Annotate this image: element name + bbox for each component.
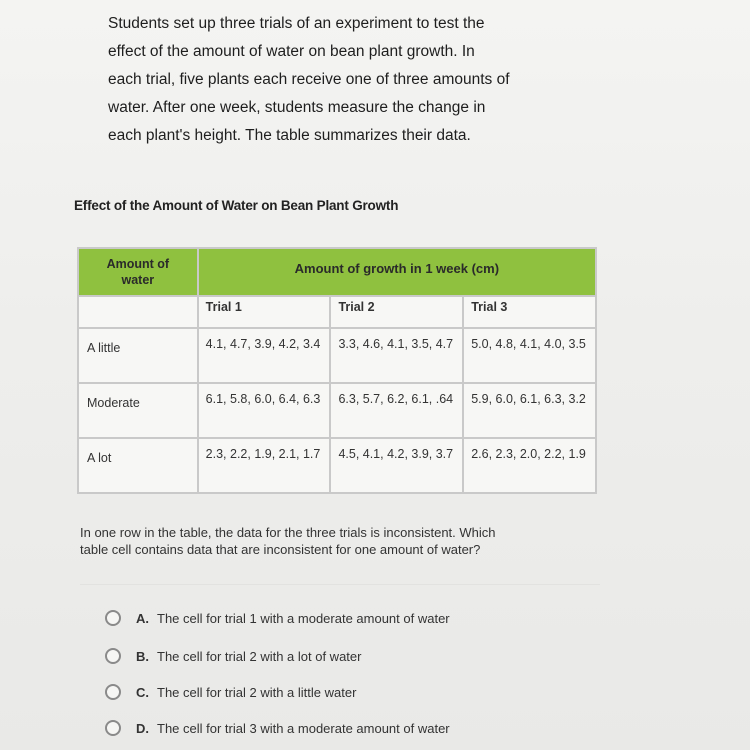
question-text	[80, 524, 580, 558]
table-cell: 4.1, 4.7, 3.9, 4.2, 3.4	[198, 328, 331, 383]
intro-line: each plant's height. The table summarizes their data.	[108, 127, 471, 144]
row-label: Moderate	[78, 383, 198, 438]
intro-paragraph	[108, 10, 578, 150]
table-cell: 6.1, 5.8, 6.0, 6.4, 6.3	[198, 383, 331, 438]
choice-text: The cell for trial 2 with a lot of water	[157, 648, 362, 664]
radio-button-icon[interactable]	[105, 610, 121, 626]
choice-letter: B.	[136, 648, 149, 664]
choice-letter: D.	[136, 720, 149, 736]
table-cell: 2.6, 2.3, 2.0, 2.2, 1.9	[463, 438, 596, 493]
table-cell: 5.9, 6.0, 6.1, 6.3, 3.2	[463, 383, 596, 438]
table-row	[78, 383, 596, 438]
radio-button-icon[interactable]	[105, 720, 121, 736]
choice-letter: A.	[136, 610, 149, 626]
table-row	[78, 328, 596, 383]
question-line: In one row in the table, the data for the three trials is inconsistent. Which	[80, 525, 496, 540]
radio-button-icon[interactable]	[105, 648, 121, 664]
growth-table	[77, 247, 597, 494]
divider	[80, 584, 600, 585]
header-trial-1: Trial 1	[198, 296, 331, 328]
intro-line: Students set up three trials of an experiment to test the	[108, 15, 485, 32]
header-amount-of-growth: Amount of growth in 1 week (cm)	[198, 248, 596, 296]
table-cell: 2.3, 2.2, 1.9, 2.1, 1.7	[198, 438, 331, 493]
choice-text: The cell for trial 2 with a little water	[157, 684, 357, 700]
table-cell: 4.5, 4.1, 4.2, 3.9, 3.7	[330, 438, 463, 493]
radio-button-icon[interactable]	[105, 684, 121, 700]
choice-text: The cell for trial 3 with a moderate amount of water	[157, 720, 450, 736]
row-label: A lot	[78, 438, 198, 493]
intro-line: effect of the amount of water on bean plant growth. In	[108, 43, 475, 60]
choice-c[interactable]	[105, 682, 356, 702]
row-label: A little	[78, 328, 198, 383]
table-cell: 3.3, 4.6, 4.1, 3.5, 4.7	[330, 328, 463, 383]
header-trial-3: Trial 3	[463, 296, 596, 328]
question-line: table cell contains data that are inconsistent for one amount of water?	[80, 542, 481, 557]
choice-a[interactable]	[105, 608, 450, 628]
intro-line: each trial, five plants each receive one of three amounts of	[108, 71, 510, 88]
table-cell: 5.0, 4.8, 4.1, 4.0, 3.5	[463, 328, 596, 383]
header-trial-2: Trial 2	[330, 296, 463, 328]
intro-line: water. After one week, students measure the change in	[108, 99, 486, 116]
header-empty-cell	[78, 296, 198, 328]
table-cell: 6.3, 5.7, 6.2, 6.1, .64	[330, 383, 463, 438]
choice-text: The cell for trial 1 with a moderate amount of water	[157, 610, 450, 626]
table-row	[78, 438, 596, 493]
header-amount-of-water: Amount of water	[78, 248, 198, 296]
choice-d[interactable]	[105, 718, 450, 738]
table-title: Effect of the Amount of Water on Bean Plant Growth	[74, 198, 399, 213]
choice-b[interactable]	[105, 646, 361, 666]
choice-letter: C.	[136, 684, 149, 700]
